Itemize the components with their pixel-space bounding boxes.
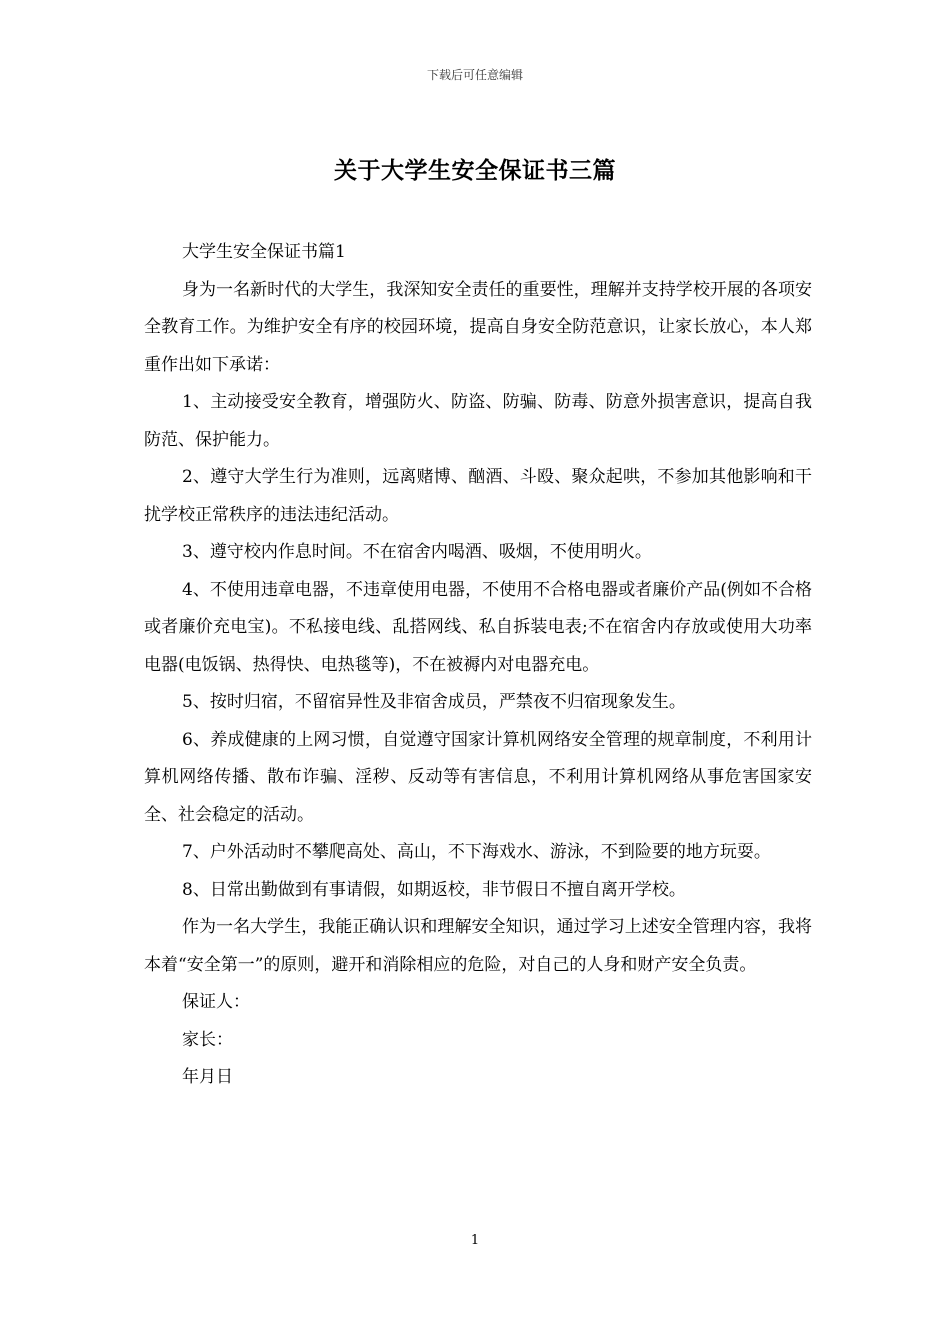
pledge-item-7: 7、户外活动时不攀爬高处、高山，不下海戏水、游泳，不到险要的地方玩耍。 (182, 842, 771, 862)
document-title: 关于大学生安全保证书三篇 (334, 157, 616, 184)
pledge-item-3: 3、遵守校内作息时间。不在宿舍内喝酒、吸烟，不使用明火。 (182, 542, 652, 562)
parent-line: 家长： (182, 1029, 233, 1050)
guarantor-line: 保证人： (182, 992, 250, 1012)
pledge-item-4: 4、不使用违章电器，不违章使用电器，不使用不合格电器或者廉价产品(例如不合格或者廉价充电宝)。不私接电线、乱搭网线、私自拆装电表;不在宿舍内存放或使用大功率电器(电饭锅、热得快、电热毯等)，不在被褥内对电器充电。 (144, 579, 812, 675)
pledge-item-6: 6、养成健康的上网习惯，自觉遵守国家计算机网络安全管理的规章制度，不利用计算机网络传播、散布诈骗、淫秽、反动等有害信息，不利用计算机网络从事危害国家安全、社会稳定的活动。 (144, 729, 812, 825)
closing-paragraph: 作为一名大学生，我能正确认识和理解安全知识，通过学习上述安全管理内容，我将本着“安全第一”的原则，避开和消除相应的危险，对自己的人身和财产安全负责。 (144, 917, 812, 975)
pledge-item-1: 1、主动接受安全教育，增强防火、防盗、防骗、防毒、防意外损害意识，提高自我防范、保护能力。 (144, 392, 812, 450)
pledge-item-2: 2、遵守大学生行为准则，远离赌博、酗酒、斗殴、聚众起哄，不参加其他影响和干扰学校正常秩序的违法违纪活动。 (144, 467, 812, 525)
pledge-item-5: 5、按时归宿，不留宿异性及非宿舍成员，严禁夜不归宿现象发生。 (182, 692, 686, 712)
section-heading: 大学生安全保证书篇1 (182, 242, 346, 262)
document-body (144, 234, 812, 1097)
pledge-item-8: 8、日常出勤做到有事请假，如期返校，非节假日不擅自离开学校。 (182, 879, 686, 900)
header-note: 下载后可任意编辑 (426, 68, 523, 82)
page-number: 1 (470, 1233, 480, 1248)
intro-paragraph: 身为一名新时代的大学生，我深知安全责任的重要性，理解并支持学校开展的各项安全教育工作。为维护安全有序的校园环境，提高自身安全防范意识，让家长放心，本人郑重作出如下承诺： (144, 279, 812, 375)
date-line: 年月日 (182, 1067, 233, 1087)
